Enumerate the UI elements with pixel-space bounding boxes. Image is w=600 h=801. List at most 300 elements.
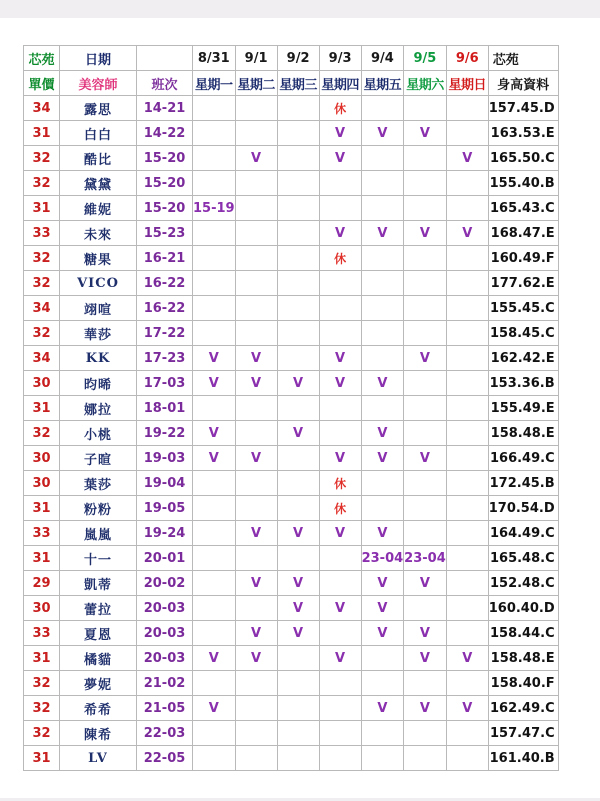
day-cell	[277, 471, 319, 496]
beautician-name: 翊喧	[60, 296, 137, 321]
date-col-3: 9/3	[319, 46, 361, 71]
day-cell	[277, 746, 319, 771]
day-cell	[277, 121, 319, 146]
day-cell: V	[361, 696, 404, 721]
day-cell	[235, 171, 277, 196]
beautician-name: KK	[60, 346, 137, 371]
day-cell	[277, 696, 319, 721]
beautician-name: 糖果	[60, 246, 137, 271]
day-cell	[404, 146, 447, 171]
day-cell	[277, 671, 319, 696]
schedule-sheet	[0, 18, 600, 798]
day-cell	[277, 171, 319, 196]
day-cell	[193, 146, 236, 171]
shift-cell: 16-22	[137, 271, 193, 296]
shift-cell: 15-20	[137, 146, 193, 171]
day-cell: V	[404, 446, 447, 471]
date-label: 日期	[60, 46, 137, 71]
shift-cell: 19-24	[137, 521, 193, 546]
day-cell	[319, 421, 361, 446]
day-cell: V	[446, 696, 488, 721]
table-row	[24, 721, 559, 746]
profile-cell: 160.40.D	[488, 596, 558, 621]
price-cell: 32	[24, 696, 60, 721]
day-cell: V	[277, 521, 319, 546]
price-cell: 32	[24, 246, 60, 271]
day-cell	[446, 721, 488, 746]
day-cell: V	[277, 596, 319, 621]
day-cell	[361, 471, 404, 496]
day-cell	[319, 396, 361, 421]
price-cell: 33	[24, 521, 60, 546]
day-cell	[235, 96, 277, 121]
day-cell: V	[361, 521, 404, 546]
table-row	[24, 496, 559, 521]
shift-cell: 19-05	[137, 496, 193, 521]
day-cell	[446, 196, 488, 221]
day-cell: V	[319, 221, 361, 246]
table-row	[24, 546, 559, 571]
day-cell	[277, 296, 319, 321]
profile-cell: 164.49.C	[488, 521, 558, 546]
price-cell: 30	[24, 471, 60, 496]
price-cell: 29	[24, 571, 60, 596]
day-cell: V	[235, 446, 277, 471]
day-cell: V	[193, 421, 236, 446]
price-cell: 31	[24, 646, 60, 671]
table-row	[24, 321, 559, 346]
day-cell: 休	[319, 246, 361, 271]
beautician-name: LV	[60, 746, 137, 771]
shift-cell: 19-04	[137, 471, 193, 496]
beautician-name: 粉粉	[60, 496, 137, 521]
day-cell: V	[404, 121, 447, 146]
day-cell	[277, 321, 319, 346]
day-cell	[446, 671, 488, 696]
day-cell	[446, 471, 488, 496]
weekday-col-5: 星期六	[404, 71, 447, 96]
day-cell	[193, 221, 236, 246]
profile-cell: 158.40.F	[488, 671, 558, 696]
day-cell	[361, 171, 404, 196]
beautician-name: 陳希	[60, 721, 137, 746]
day-cell: V	[319, 121, 361, 146]
day-cell	[361, 496, 404, 521]
day-cell: V	[361, 446, 404, 471]
day-cell: V	[404, 221, 447, 246]
day-cell	[319, 296, 361, 321]
day-cell: V	[319, 521, 361, 546]
day-cell	[404, 596, 447, 621]
beautician-name: 希希	[60, 696, 137, 721]
day-cell	[361, 746, 404, 771]
day-cell: 休	[319, 471, 361, 496]
day-cell: V	[277, 421, 319, 446]
day-cell	[404, 721, 447, 746]
table-row	[24, 146, 559, 171]
beautician-name: 子暄	[60, 446, 137, 471]
beautician-name: 維妮	[60, 196, 137, 221]
day-cell	[193, 521, 236, 546]
day-cell	[193, 471, 236, 496]
shift-cell: 14-22	[137, 121, 193, 146]
profile-cell: 165.48.C	[488, 546, 558, 571]
day-cell: V	[235, 521, 277, 546]
beautician-name: 酷比	[60, 146, 137, 171]
day-cell: V	[235, 646, 277, 671]
table-row	[24, 221, 559, 246]
day-cell	[277, 96, 319, 121]
weekday-col-0: 星期一	[193, 71, 236, 96]
price-cell: 31	[24, 196, 60, 221]
day-cell	[404, 396, 447, 421]
day-cell: 23-04	[404, 546, 447, 571]
day-cell: V	[235, 621, 277, 646]
profile-cell: 163.53.E	[488, 121, 558, 146]
day-cell	[404, 496, 447, 521]
date-col-1: 9/1	[235, 46, 277, 71]
day-cell: V	[446, 146, 488, 171]
price-cell: 30	[24, 596, 60, 621]
day-cell	[404, 271, 447, 296]
price-cell: 30	[24, 446, 60, 471]
day-cell: 休	[319, 496, 361, 521]
price-cell: 32	[24, 421, 60, 446]
beautician-name: 昀晞	[60, 371, 137, 396]
profile-cell: 162.49.C	[488, 696, 558, 721]
beautician-name: 嵐嵐	[60, 521, 137, 546]
day-cell	[193, 296, 236, 321]
day-cell	[277, 446, 319, 471]
weekday-col-1: 星期二	[235, 71, 277, 96]
day-cell: V	[235, 571, 277, 596]
day-cell: V	[193, 446, 236, 471]
day-cell	[193, 546, 236, 571]
day-cell	[277, 646, 319, 671]
day-cell	[277, 346, 319, 371]
shift-cell: 21-02	[137, 671, 193, 696]
shift-cell: 22-03	[137, 721, 193, 746]
beautician-name: VICO	[60, 271, 137, 296]
weekday-header-row	[24, 71, 559, 96]
price-cell: 32	[24, 271, 60, 296]
table-row	[24, 696, 559, 721]
day-cell	[361, 396, 404, 421]
price-cell: 33	[24, 221, 60, 246]
day-cell	[235, 221, 277, 246]
table-row	[24, 646, 559, 671]
shift-cell: 20-03	[137, 646, 193, 671]
day-cell	[361, 196, 404, 221]
day-cell	[404, 296, 447, 321]
shift-cell: 22-05	[137, 746, 193, 771]
day-cell: 23-04	[361, 546, 404, 571]
shift-cell: 15-20	[137, 196, 193, 221]
day-cell	[319, 746, 361, 771]
day-cell	[446, 496, 488, 521]
day-cell	[193, 321, 236, 346]
day-cell: V	[319, 646, 361, 671]
day-cell: V	[319, 146, 361, 171]
day-cell	[235, 271, 277, 296]
day-cell	[193, 671, 236, 696]
day-cell: V	[277, 371, 319, 396]
day-cell	[446, 371, 488, 396]
table-row	[24, 671, 559, 696]
price-cell: 31	[24, 396, 60, 421]
day-cell	[235, 546, 277, 571]
shift-cell: 17-03	[137, 371, 193, 396]
day-cell	[446, 346, 488, 371]
day-cell: V	[319, 371, 361, 396]
day-cell	[446, 121, 488, 146]
table-row	[24, 596, 559, 621]
table-row	[24, 746, 559, 771]
date-col-0: 8/31	[193, 46, 236, 71]
day-cell	[361, 246, 404, 271]
day-cell	[319, 171, 361, 196]
day-cell: V	[235, 346, 277, 371]
profile-cell: 158.45.C	[488, 321, 558, 346]
day-cell	[446, 246, 488, 271]
day-cell	[235, 471, 277, 496]
day-cell: 休	[319, 96, 361, 121]
beautician-name: 十一	[60, 546, 137, 571]
table-row	[24, 371, 559, 396]
price-cell: 33	[24, 621, 60, 646]
profile-cell: 155.49.E	[488, 396, 558, 421]
day-cell: V	[193, 346, 236, 371]
profile-cell: 168.47.E	[488, 221, 558, 246]
table-row	[24, 621, 559, 646]
table-row	[24, 421, 559, 446]
shift-cell: 15-23	[137, 221, 193, 246]
day-cell	[446, 446, 488, 471]
day-cell: V	[361, 571, 404, 596]
day-cell: V	[361, 421, 404, 446]
day-cell	[235, 696, 277, 721]
profile-column-header: 身高資料	[488, 71, 558, 96]
day-cell: V	[404, 621, 447, 646]
day-cell	[319, 696, 361, 721]
table-row	[24, 296, 559, 321]
date-col-4: 9/4	[361, 46, 404, 71]
table-row	[24, 246, 559, 271]
beautician-name: 凱蒂	[60, 571, 137, 596]
shift-cell: 14-21	[137, 96, 193, 121]
day-cell	[193, 746, 236, 771]
day-cell	[446, 596, 488, 621]
day-cell	[277, 221, 319, 246]
table-row	[24, 346, 559, 371]
price-cell: 31	[24, 546, 60, 571]
day-cell	[319, 271, 361, 296]
day-cell	[361, 96, 404, 121]
shift-cell: 20-01	[137, 546, 193, 571]
day-cell	[361, 271, 404, 296]
shift-cell: 15-20	[137, 171, 193, 196]
day-cell	[404, 746, 447, 771]
day-cell	[277, 396, 319, 421]
shift-cell: 16-21	[137, 246, 193, 271]
shift-cell: 17-22	[137, 321, 193, 346]
shift-cell: 20-03	[137, 596, 193, 621]
day-cell	[404, 471, 447, 496]
day-cell	[235, 421, 277, 446]
day-cell	[277, 196, 319, 221]
table-row	[24, 521, 559, 546]
brand-label-left: 芯苑	[24, 46, 60, 71]
day-cell	[193, 621, 236, 646]
day-cell	[235, 396, 277, 421]
brand-label-right: 芯苑	[488, 46, 558, 71]
day-cell	[404, 421, 447, 446]
table-row	[24, 396, 559, 421]
day-cell	[361, 721, 404, 746]
day-cell	[193, 496, 236, 521]
day-cell	[319, 721, 361, 746]
shift-cell: 16-22	[137, 296, 193, 321]
day-cell	[235, 121, 277, 146]
day-cell	[193, 171, 236, 196]
shift-cell: 17-23	[137, 346, 193, 371]
day-cell	[235, 721, 277, 746]
profile-cell: 155.40.B	[488, 171, 558, 196]
beautician-name: 夢妮	[60, 671, 137, 696]
shift-cell: 19-03	[137, 446, 193, 471]
day-cell	[193, 246, 236, 271]
day-cell	[193, 396, 236, 421]
price-cell: 34	[24, 296, 60, 321]
day-cell: V	[277, 571, 319, 596]
day-cell: V	[446, 646, 488, 671]
profile-cell: 172.45.B	[488, 471, 558, 496]
price-cell: 32	[24, 321, 60, 346]
shift-cell: 21-05	[137, 696, 193, 721]
profile-cell: 153.36.B	[488, 371, 558, 396]
date-col-2: 9/2	[277, 46, 319, 71]
table-row	[24, 271, 559, 296]
day-cell	[193, 596, 236, 621]
weekday-col-4: 星期五	[361, 71, 404, 96]
beautician-name: 橘貓	[60, 646, 137, 671]
profile-cell: 165.50.C	[488, 146, 558, 171]
day-cell	[277, 546, 319, 571]
day-cell: V	[404, 346, 447, 371]
schedule-table	[23, 45, 559, 771]
profile-cell: 158.48.E	[488, 421, 558, 446]
beautician-name: 白白	[60, 121, 137, 146]
beautician-name: 娜拉	[60, 396, 137, 421]
day-cell	[193, 571, 236, 596]
day-cell	[446, 396, 488, 421]
day-cell: V	[404, 696, 447, 721]
beautician-name: 未來	[60, 221, 137, 246]
day-cell	[361, 321, 404, 346]
table-row	[24, 471, 559, 496]
day-cell: V	[404, 571, 447, 596]
day-cell: V	[446, 221, 488, 246]
price-cell: 34	[24, 346, 60, 371]
table-row	[24, 196, 559, 221]
day-cell: V	[319, 596, 361, 621]
day-cell	[235, 246, 277, 271]
day-cell	[404, 96, 447, 121]
price-cell: 31	[24, 121, 60, 146]
day-cell	[319, 621, 361, 646]
profile-cell: 158.44.C	[488, 621, 558, 646]
day-cell: V	[361, 621, 404, 646]
price-cell: 32	[24, 171, 60, 196]
day-cell	[319, 571, 361, 596]
day-cell	[193, 721, 236, 746]
day-cell	[446, 521, 488, 546]
day-cell	[319, 321, 361, 346]
day-cell	[446, 571, 488, 596]
profile-cell: 152.48.C	[488, 571, 558, 596]
day-cell	[319, 671, 361, 696]
table-row	[24, 121, 559, 146]
shift-cell: 20-02	[137, 571, 193, 596]
day-cell	[277, 146, 319, 171]
day-cell	[404, 246, 447, 271]
day-cell	[446, 171, 488, 196]
day-cell	[193, 271, 236, 296]
beautician-name: 黛黛	[60, 171, 137, 196]
table-row	[24, 571, 559, 596]
day-cell	[446, 746, 488, 771]
day-cell: V	[319, 446, 361, 471]
table-row	[24, 446, 559, 471]
day-cell	[446, 421, 488, 446]
day-cell	[235, 496, 277, 521]
day-cell: V	[235, 146, 277, 171]
beautician-name: 葉莎	[60, 471, 137, 496]
day-cell	[361, 671, 404, 696]
beautician-name: 夏恩	[60, 621, 137, 646]
date-col-5: 9/5	[404, 46, 447, 71]
day-cell	[235, 746, 277, 771]
day-cell: V	[361, 221, 404, 246]
day-cell: V	[319, 346, 361, 371]
price-cell: 32	[24, 721, 60, 746]
day-cell	[404, 521, 447, 546]
beautician-column-header: 美容師	[60, 71, 137, 96]
day-cell: V	[361, 596, 404, 621]
profile-cell: 170.54.D	[488, 496, 558, 521]
blank-header-cell	[137, 46, 193, 71]
table-row	[24, 171, 559, 196]
day-cell: V	[361, 371, 404, 396]
profile-cell: 177.62.E	[488, 271, 558, 296]
day-cell	[319, 546, 361, 571]
date-col-6: 9/6	[446, 46, 488, 71]
profile-cell: 160.49.F	[488, 246, 558, 271]
day-cell	[235, 596, 277, 621]
day-cell	[361, 146, 404, 171]
day-cell	[446, 546, 488, 571]
date-header-row	[24, 46, 559, 71]
price-cell: 30	[24, 371, 60, 396]
price-cell: 31	[24, 496, 60, 521]
day-cell	[277, 271, 319, 296]
day-cell: V	[193, 646, 236, 671]
day-cell	[446, 271, 488, 296]
profile-cell: 157.47.C	[488, 721, 558, 746]
profile-cell: 157.45.D	[488, 96, 558, 121]
weekday-col-3: 星期四	[319, 71, 361, 96]
day-cell	[235, 321, 277, 346]
